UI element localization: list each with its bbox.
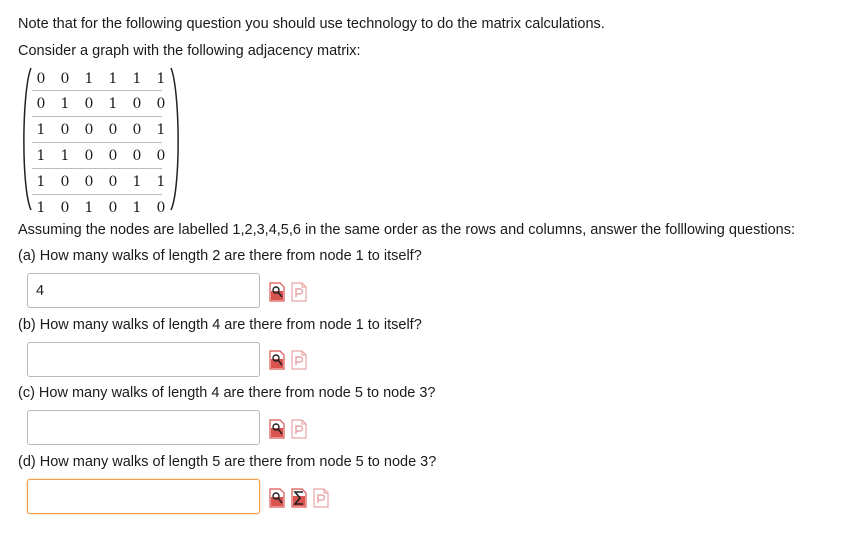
matrix-cell: 0 xyxy=(84,96,94,112)
sum-palette-icon[interactable] xyxy=(290,488,308,508)
matrix-cell: 0 xyxy=(156,148,166,164)
math-preview-icon[interactable] xyxy=(268,419,286,439)
question-c-text: (c) How many walks of length 4 are there from node 5 to node 3? xyxy=(18,385,436,401)
matrix-cell: 1 xyxy=(156,174,166,190)
matrix-cell: 1 xyxy=(132,71,142,87)
matrix-cell: 1 xyxy=(60,96,70,112)
matrix-cell: 1 xyxy=(108,71,118,87)
matrix-cell: 0 xyxy=(156,200,166,216)
paper-tool-icon[interactable] xyxy=(290,350,308,370)
matrix-cell: 1 xyxy=(60,148,70,164)
matrix-cell: 0 xyxy=(84,122,94,138)
matrix-row-5 xyxy=(32,169,170,195)
question-d-text: (d) How many walks of length 5 are there from node 5 to node 3? xyxy=(18,454,437,470)
matrix-cell: 0 xyxy=(60,122,70,138)
question-b-text: (b) How many walks of length 4 are there from node 1 to itself? xyxy=(18,317,422,333)
matrix-cell: 1 xyxy=(36,122,46,138)
matrix-cell: 0 xyxy=(156,96,166,112)
matrix-cell: 1 xyxy=(156,71,166,87)
matrix-cell: 1 xyxy=(108,96,118,112)
question-c-tools xyxy=(268,419,308,439)
math-preview-icon[interactable] xyxy=(268,350,286,370)
consider-text: Consider a graph with the following adjacency matrix: xyxy=(18,43,361,59)
matrix-cell: 0 xyxy=(60,200,70,216)
matrix-cell: 0 xyxy=(60,174,70,190)
paper-tool-icon[interactable] xyxy=(312,488,330,508)
math-preview-icon[interactable] xyxy=(268,488,286,508)
matrix-row-divider xyxy=(32,142,162,143)
matrix-cell: 0 xyxy=(132,96,142,112)
matrix-cell: 0 xyxy=(108,200,118,216)
matrix-row-divider xyxy=(32,194,162,195)
math-preview-icon[interactable] xyxy=(268,282,286,302)
matrix-row-6 xyxy=(32,195,170,221)
matrix-row-divider xyxy=(32,168,162,169)
matrix-cell: 1 xyxy=(84,200,94,216)
matrix-cell: 0 xyxy=(132,148,142,164)
matrix-cell: 1 xyxy=(132,200,142,216)
matrix-cell: 1 xyxy=(84,71,94,87)
question-a-tools xyxy=(268,282,308,302)
answer-d-input[interactable] xyxy=(27,479,260,514)
matrix-row-1 xyxy=(32,66,170,92)
left-paren-icon xyxy=(20,66,32,212)
matrix-row-divider xyxy=(32,116,162,117)
intro-text: Note that for the following question you should use technology to do the matrix calculations. xyxy=(18,16,605,32)
matrix-cell: 0 xyxy=(36,96,46,112)
matrix-cell: 0 xyxy=(108,122,118,138)
right-paren-icon xyxy=(170,66,182,212)
paper-tool-icon[interactable] xyxy=(290,419,308,439)
matrix-row-divider xyxy=(32,90,162,91)
matrix-cell: 0 xyxy=(60,71,70,87)
assumption-text: Assuming the nodes are labelled 1,2,3,4,5,6 in the same order as the rows and columns, answer the folllowing questions: xyxy=(18,222,796,238)
matrix-cell: 1 xyxy=(36,200,46,216)
answer-a-input[interactable] xyxy=(27,273,260,308)
adjacency-matrix xyxy=(20,64,182,214)
answer-c-input[interactable] xyxy=(27,410,260,445)
matrix-cell: 0 xyxy=(132,122,142,138)
matrix-cell: 0 xyxy=(36,71,46,87)
matrix-cell: 1 xyxy=(156,122,166,138)
matrix-cell: 0 xyxy=(108,174,118,190)
matrix-cell: 0 xyxy=(108,148,118,164)
matrix-cell: 1 xyxy=(132,174,142,190)
matrix-cell: 1 xyxy=(36,148,46,164)
matrix-cell: 0 xyxy=(84,174,94,190)
matrix-row-3 xyxy=(32,117,170,143)
matrix-cell: 0 xyxy=(84,148,94,164)
matrix-cell: 1 xyxy=(36,174,46,190)
question-a-text: (a) How many walks of length 2 are there from node 1 to itself? xyxy=(18,248,422,264)
question-b-tools xyxy=(268,350,308,370)
question-d-tools xyxy=(268,488,330,508)
matrix-row-2 xyxy=(32,91,170,117)
answer-b-input[interactable] xyxy=(27,342,260,377)
matrix-row-4 xyxy=(32,143,170,169)
paper-tool-icon[interactable] xyxy=(290,282,308,302)
